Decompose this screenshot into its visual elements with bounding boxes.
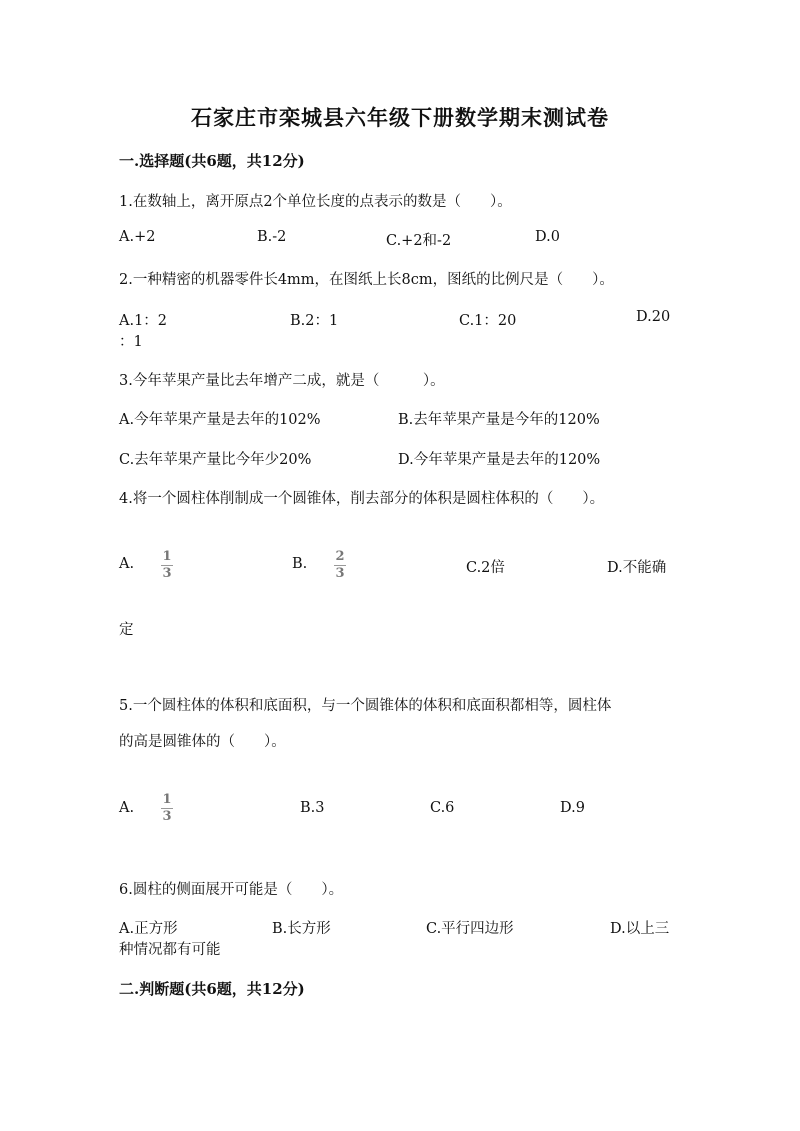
page-title: 石家庄市栾城县六年级下册数学期末测试卷	[191, 105, 609, 130]
question-4-option-b-fraction	[334, 550, 346, 581]
question-5-text-line-1: 5.一个圆柱体的体积和底面积，与一个圆锥体的体积和底面积都相等，圆柱体	[119, 698, 612, 714]
question-1-option-a: A.+2	[119, 229, 156, 245]
question-3-option-b: B.去年苹果产量是今年的120%	[398, 412, 600, 428]
question-3-option-c: C.去年苹果产量比今年少20%	[119, 452, 312, 468]
question-2-option-b: B.2：1	[290, 313, 339, 329]
fraction-numerator: 2	[335, 549, 345, 564]
question-5-text-line-2: 的高是圆锥体的（ ）。	[119, 734, 286, 750]
question-2-option-c: C.1：20	[459, 313, 517, 329]
question-4-option-d-continued: 定	[119, 622, 134, 638]
question-1-option-d: D.0	[535, 229, 560, 245]
fraction-denominator: 3	[335, 566, 345, 581]
question-1-text: 1.在数轴上，离开原点2个单位长度的点表示的数是（ ）。	[119, 194, 512, 210]
fraction-numerator: 1	[162, 792, 172, 807]
question-2-option-a: A.1：2	[119, 313, 168, 329]
question-5-option-d: D.9	[560, 800, 585, 816]
question-6-option-b: B.长方形	[272, 921, 331, 937]
question-5-option-a: A.	[119, 800, 135, 816]
question-2-text: 2.一种精密的机器零件长4mm，在图纸上长8cm，图纸的比例尺是（ ）。	[119, 272, 614, 288]
section-heading-judgment: 二.判断题(共6题，共12分)	[119, 980, 305, 998]
question-5-option-a-fraction	[161, 793, 173, 824]
question-3-option-a: A.今年苹果产量是去年的102%	[119, 412, 321, 428]
question-4-text: 4.将一个圆柱体削制成一个圆锥体，削去部分的体积是圆柱体积的（ ）。	[119, 491, 605, 507]
question-6-option-d-continued: 种情况都有可能	[119, 942, 221, 958]
question-5-option-c: C.6	[430, 800, 455, 816]
question-1-option-b: B.-2	[257, 229, 287, 245]
question-1-option-c: C.+2和-2	[386, 233, 452, 249]
question-3-option-d: D.今年苹果产量是去年的120%	[398, 452, 601, 468]
fraction-denominator: 3	[162, 809, 172, 824]
question-2-option-d: D.20	[636, 309, 671, 325]
question-4-option-a-fraction	[161, 550, 173, 581]
question-6-option-a: A.正方形	[119, 921, 178, 937]
question-6-option-d: D.以上三	[610, 921, 670, 937]
question-4-option-a: A.	[119, 556, 135, 572]
fraction-denominator: 3	[162, 566, 172, 581]
question-4-option-c: C.2倍	[466, 560, 505, 576]
question-5-option-b: B.3	[300, 800, 325, 816]
question-2-option-d-continued: ：1	[119, 334, 143, 350]
question-6-option-c: C.平行四边形	[426, 921, 514, 937]
question-4-option-b: B.	[292, 556, 308, 572]
question-6-text: 6.圆柱的侧面展开可能是（ ）。	[119, 882, 344, 898]
fraction-numerator: 1	[162, 549, 172, 564]
question-3-text: 3.今年苹果产量比去年增产二成，就是（ ）。	[119, 373, 445, 389]
section-heading-choice: 一.选择题(共6题，共12分)	[119, 152, 305, 170]
question-4-option-d: D.不能确	[607, 560, 667, 576]
